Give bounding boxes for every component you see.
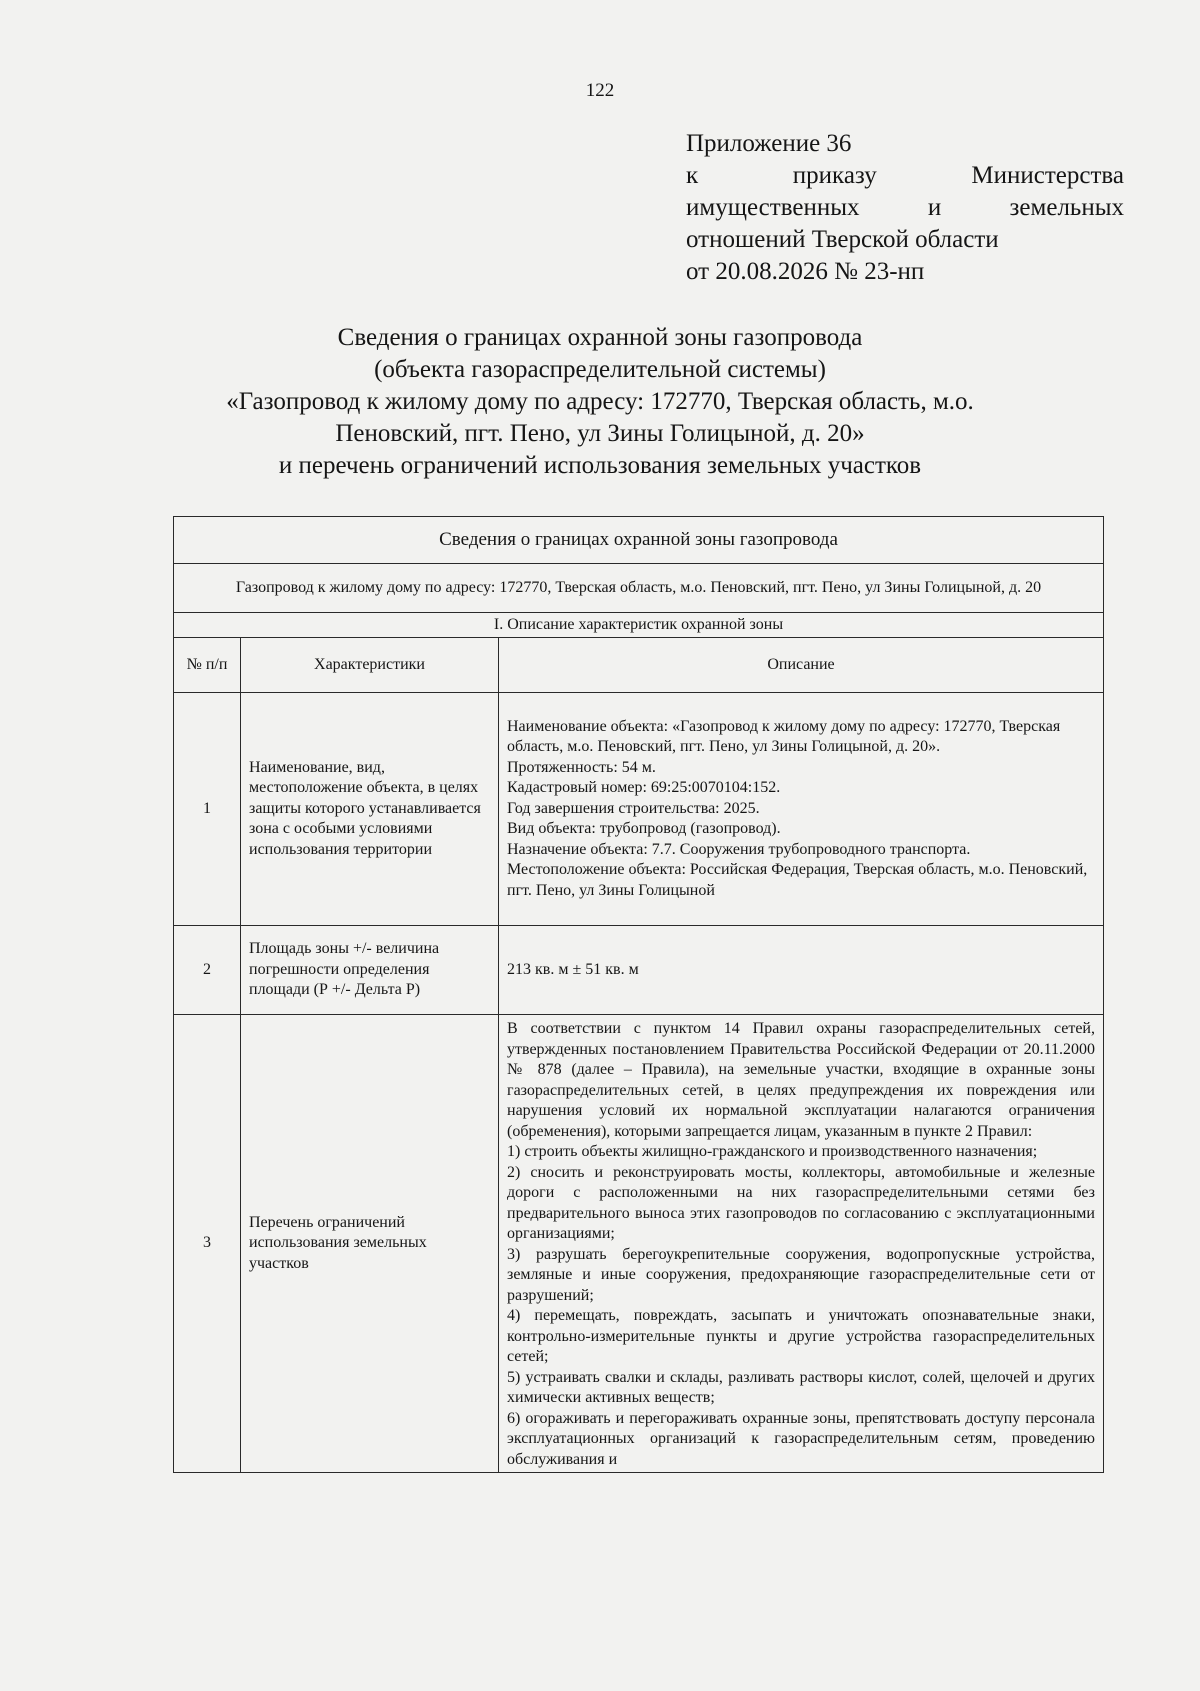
appendix-line: Приложение 36 — [686, 130, 852, 157]
appendix-line: имущественных и земельных — [686, 194, 1124, 221]
description-line: Кадастровый номер: 69:25:0070104:152. — [507, 779, 781, 797]
description-line: 1) строить объекты жилищно-гражданского и производственного назначения; — [507, 1143, 1038, 1160]
description-line: В соответствии с пунктом 14 Правил охраны газораспределительных сетей, утвержденных постановлением Правительства Российской Федерации от 20.11.2000 № 878 (далее – Правила), на земельные участки, входящие в охранные зоны газораспределительных сетей, в целях предупреждения их повреждения или нарушения условий их нормальной эксплуатации налагаются ограничения (обременения), которыми запрещается лицам, указанным в пункте 2 Правил: — [507, 1020, 1095, 1140]
row-characteristic: Перечень ограничений использования земельных участков — [241, 1015, 499, 1473]
appendix-line: отношений Тверской области — [686, 226, 999, 253]
row-characteristic: Площадь зоны +/- величина погрешности определения площади (Р +/- Дельта Р) — [241, 926, 499, 1015]
description-line: 213 кв. м ± 51 кв. м — [507, 960, 639, 978]
appendix-block — [686, 128, 1124, 288]
row-number: 3 — [174, 1015, 241, 1473]
description-line: 2) сносить и реконструировать мосты, коллекторы, автомобильные и железные дороги с расположенными на них газораспределительными сетями без предварительного выноса этих газопроводов по согласованию с эксплуатационными организациями; — [507, 1163, 1095, 1242]
description-line: Местоположение объекта: Российская Федерация, Тверская область, м.о. Пеновский, пгт. Пено, ул Зины Голицыной — [507, 861, 1088, 899]
title-line: «Газопровод к жилому дому по адресу: 172770, Тверская область, м.о. — [226, 388, 974, 415]
row-description — [499, 1015, 1104, 1473]
title-line: Сведения о границах охранной зоны газопровода — [337, 324, 863, 351]
table-object-header: Газопровод к жилому дому по адресу: 172770, Тверская область, м.о. Пеновский, пгт. Пено, ул Зины Голицыной, д. 20 — [174, 564, 1104, 613]
title-line: Пеновский, пгт. Пено, ул Зины Голицыной, д. 20» — [335, 420, 865, 447]
title-line: и перечень ограничений использования земельных участков — [278, 452, 922, 479]
row-number: 1 — [174, 693, 241, 926]
column-header-description: Описание — [499, 638, 1104, 693]
table-row — [174, 1015, 1104, 1473]
table-main-header: Сведения о границах охранной зоны газопровода — [174, 517, 1104, 564]
column-header-characteristic: Характеристики — [241, 638, 499, 693]
description-line: 3) разрушать берегоукрепительные сооружения, водопропускные устройства, земляные и иные сооружения, предохраняющие газораспределительные сети от разрушений; — [507, 1245, 1095, 1304]
zone-table — [173, 516, 1104, 1473]
row-characteristic: Наименование, вид, местоположение объекта, в целях защиты которого устанавливается зона с особыми условиями использования территории — [241, 693, 499, 926]
column-header-number: № п/п — [174, 638, 241, 693]
description-line: Назначение объекта: 7.7. Сооружения трубопроводного транспорта. — [507, 840, 971, 858]
document-title — [150, 322, 1050, 482]
table-section-title: I. Описание характеристик охранной зоны — [174, 613, 1104, 638]
row-number: 2 — [174, 926, 241, 1015]
title-line: (объекта газораспределительной системы) — [374, 356, 826, 383]
page-number: 122 — [585, 80, 615, 101]
description-line: Вид объекта: трубопровод (газопровод). — [507, 820, 781, 838]
table-row — [174, 693, 1104, 926]
appendix-line: от 20.08.2026 № 23-нп — [686, 258, 925, 285]
row-description — [499, 926, 1104, 1015]
description-line: 6) огораживать и перегораживать охранные зоны, препятствовать доступу персонала эксплуатационных организаций к газораспределительным сетям, проведению обслуживания и — [507, 1409, 1095, 1468]
row-description — [499, 693, 1104, 926]
description-line: Год завершения строительства: 2025. — [507, 799, 760, 817]
description-line: Протяженность: 54 м. — [507, 758, 656, 776]
description-line: 5) устраивать свалки и склады, разливать растворы кислот, солей, щелочей и других химически активных веществ; — [507, 1368, 1095, 1406]
description-line: 4) перемещать, повреждать, засыпать и уничтожать опознавательные знаки, контрольно-измерительные пункты и другие устройства газораспределительных сетей; — [507, 1307, 1095, 1365]
appendix-line: к приказу Министерства — [686, 162, 1124, 189]
description-line: Наименование объекта: «Газопровод к жилому дому по адресу: 172770, Тверская область, м.о. Пеновский, пгт. Пено, ул Зины Голицыной, д. 20». — [507, 717, 1061, 756]
table-row — [174, 926, 1104, 1015]
